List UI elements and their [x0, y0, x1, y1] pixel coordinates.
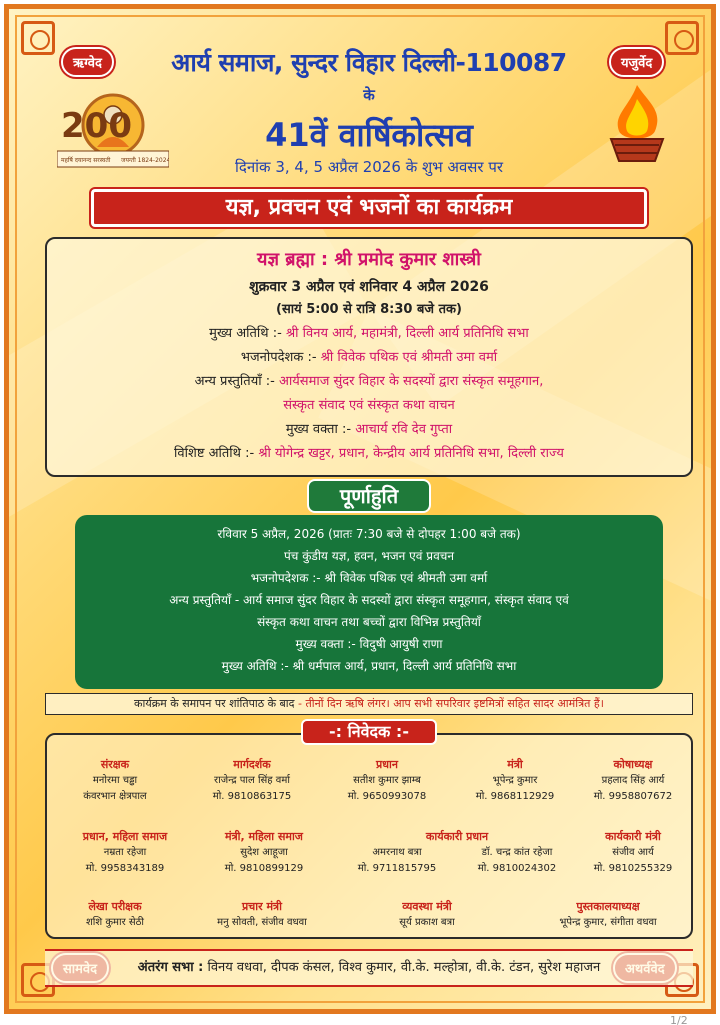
executive-council — [45, 949, 693, 987]
officer-women-secretary — [199, 829, 329, 877]
title-connector: के — [363, 86, 375, 104]
purnahuti-bhajan: भजनोपदेशक :- श्री विवेक पथिक एवं श्रीमती उमा वर्मा — [250, 571, 488, 585]
speaker-label: मुख्य वक्ता :- — [285, 422, 352, 437]
officer-secretary — [455, 757, 575, 805]
nivedak-heading: -: निवेदक :- — [301, 719, 437, 745]
bhajan-row — [47, 347, 691, 365]
closing-note-part1: कार्यक्रम के समापन पर शांतिपाठ के बाद — [134, 697, 295, 710]
logo-caption-left: महर्षि दयानन्द सरस्वती — [61, 157, 111, 164]
officer-name: डॉ. चन्द्र कांत रहेजा — [481, 847, 553, 858]
officer-working-president-2 — [457, 845, 577, 877]
speaker-name: आचार्य रवि देव गुप्ता — [355, 422, 453, 437]
chief-guest-row — [47, 323, 691, 341]
event-dates: दिनांक 3, 4, 5 अप्रैल 2026 के शुभ अवसर पर — [235, 158, 503, 176]
veda-badge-rigveda: ऋग्वेद — [61, 47, 114, 77]
officer-name: मनोरमा चड्ढा — [92, 775, 138, 786]
officer-phone: मो. 9958343189 — [85, 863, 165, 874]
officer-working-president-1 — [337, 845, 457, 877]
purnahuti-box — [75, 515, 663, 689]
officer-phone: मो. 9650993078 — [347, 791, 427, 802]
officer-working-president — [337, 829, 577, 845]
speaker-row — [47, 419, 691, 437]
purnahuti-other: अन्य प्रस्तुतियाँ - आर्य समाज सुंदर विहार के सदस्यों द्वारा संस्कृत समूहगान, संस्कृत संवाद एवं — [169, 593, 569, 607]
purnahuti-chief-guest: मुख्य अतिथि :- श्री धर्मपाल आर्य, प्रधान, दिल्ली आर्य प्रतिनिधि सभा — [221, 659, 517, 673]
officer-name: भूपेन्द्र कुमार, संगीता वधवा — [559, 917, 657, 928]
officer-auditor — [55, 899, 175, 931]
officer-phone: मो. 9711815795 — [357, 863, 437, 874]
officer-title: प्रधान — [376, 758, 398, 771]
executive-council-label: अंतरंग सभा : — [137, 960, 204, 975]
bhajan-label: भजनोपदेशक :- — [240, 350, 317, 365]
purnahuti-heading: पूर्णाहुति — [307, 479, 431, 513]
logo-caption-right: जयन्ती 1824-2024 — [121, 157, 169, 164]
officer-phone: मो. 9868112929 — [475, 791, 555, 802]
anniversary-title: 41वें वार्षिकोत्सव — [265, 116, 473, 154]
logo-number: 200 — [61, 106, 132, 146]
officer-phone: मो. 9958807672 — [593, 791, 673, 802]
officer-name: सुदेश आहूजा — [240, 847, 288, 858]
officers-box — [45, 733, 693, 939]
officer-name: प्रहलाद सिंह आर्य — [601, 775, 665, 786]
officer-title: व्यवस्था मंत्री — [402, 900, 452, 913]
session-time: (सायं 5:00 से रात्रि 8:30 बजे तक) — [276, 302, 462, 317]
closing-note — [45, 693, 693, 715]
officer-patron — [55, 757, 175, 805]
officer-guide — [187, 757, 317, 805]
officer-name: कंवरभान क्षेत्रपाल — [83, 791, 147, 802]
purnahuti-activities: पंच कुंडीय यज्ञ, हवन, भजन एवं प्रवचन — [283, 549, 455, 563]
officer-title: कोषाध्यक्ष — [613, 758, 653, 771]
officer-title: पुस्तकालयाध्यक्ष — [576, 900, 640, 913]
officer-title: प्रचार मंत्री — [242, 900, 282, 913]
corner-ornament-top-right — [665, 21, 699, 55]
officer-title: कार्यकारी मंत्री — [605, 830, 661, 843]
officer-women-president — [55, 829, 195, 877]
page-indicator: 1/2 — [670, 1014, 688, 1025]
officer-title: संरक्षक — [100, 758, 130, 771]
officer-president — [327, 757, 447, 805]
officer-phone: मो. 9810024302 — [477, 863, 557, 874]
page-title: आर्य समाज, सुन्दर विहार दिल्ली-110087 — [171, 48, 567, 77]
veda-badge-yajurveda: यजुर्वेद — [609, 47, 664, 77]
officer-phone: मो. 9810899129 — [224, 863, 304, 874]
officer-name: अमरनाथ बत्रा — [372, 847, 422, 858]
officer-title: कार्यकारी प्रधान — [425, 830, 489, 843]
executive-council-members: विनय वधवा, दीपक कंसल, विश्व कुमार, वी.के. मल्होत्रा, वी.के. टंडन, सुरेश महाजन — [207, 960, 601, 975]
special-guest-name: श्री योगेन्द्र खट्टर, प्रधान, केन्द्रीय आर्य प्रतिनिधि सभा, दिल्ली राज्य — [258, 446, 564, 461]
corner-ornament-top-left — [21, 21, 55, 55]
flyer — [4, 4, 716, 1014]
chief-guest-label: मुख्य अतिथि :- — [209, 326, 282, 341]
officer-phone: मो. 9810863175 — [212, 791, 292, 802]
officer-name: राजेन्द्र पाल सिंह वर्मा — [214, 775, 290, 786]
logo-graphic — [57, 89, 169, 169]
purnahuti-other-continued: संस्कृत कथा वाचन तथा बच्चों द्वारा विभिन्न प्रस्तुतियाँ — [257, 615, 481, 629]
bicentenary-logo — [57, 89, 169, 169]
other-presentations-continued: संस्कृत संवाद एवं संस्कृत कथा वाचन — [283, 398, 455, 413]
yajna-brahma: यज्ञ ब्रह्मा : श्री प्रमोद कुमार शास्त्री — [257, 249, 481, 270]
first-session-box — [45, 237, 693, 477]
officer-title: प्रधान, महिला समाज — [82, 830, 168, 843]
officer-name: भूपेन्द्र कुमार — [492, 775, 538, 786]
officer-name: नम्रता रहेजा — [103, 847, 147, 858]
closing-note-part2: - तीनों दिन ऋषि लंगर। आप सभी सपरिवार इष्टमित्रों सहित सादर आमंत्रित हैं। — [298, 697, 604, 710]
officer-name: सतीश कुमार झाम्ब — [353, 775, 421, 786]
officer-title: मार्गदर्शक — [233, 758, 271, 771]
purnahuti-speaker: मुख्य वक्ता :- विदुषी आयुषी राणा — [295, 637, 443, 651]
officer-title: मंत्री, महिला समाज — [225, 830, 303, 843]
officer-title: लेखा परीक्षक — [88, 900, 142, 913]
special-guest-label: विशिष्ट अतिथि :- — [174, 446, 255, 461]
officer-arrangements — [357, 899, 497, 931]
session-days: शुक्रवार 3 अप्रैल एवं शनिवार 4 अप्रैल 2026 — [249, 279, 489, 295]
officer-name: मनु सोवती, संजीव वधवा — [217, 917, 307, 928]
officer-phone: मो. 9810255329 — [593, 863, 673, 874]
bhajan-names: श्री विवेक पथिक एवं श्रीमती उमा वर्मा — [320, 350, 498, 365]
officer-name: संजीव आर्य — [612, 847, 654, 858]
chief-guest-name: श्री विनय आर्य, महामंत्री, दिल्ली आर्य प्रतिनिधि सभा — [285, 326, 529, 341]
other-label: अन्य प्रस्तुतियाँ :- — [194, 374, 275, 389]
other-presentations: आर्यसमाज सुंदर विहार के सदस्यों द्वारा संस्कृत समूहगान, — [278, 374, 544, 389]
other-row-continued — [47, 395, 691, 413]
officer-name: सूर्य प्रकाश बत्रा — [399, 917, 455, 928]
officer-publicity — [187, 899, 337, 931]
program-banner: यज्ञ, प्रवचन एवं भजनों का कार्यक्रम — [91, 189, 647, 227]
officer-treasurer — [575, 757, 691, 805]
officer-working-secretary — [575, 829, 691, 877]
officer-librarian — [525, 899, 691, 931]
purnahuti-date: रविवार 5 अप्रैल, 2026 (प्रातः 7:30 बजे से दोपहर 1:00 बजे तक) — [217, 527, 521, 541]
havan-kund-icon — [597, 81, 677, 163]
special-guest-row — [47, 443, 691, 461]
other-row — [47, 371, 691, 389]
officer-title: मंत्री — [507, 758, 523, 771]
officer-name: शशि कुमार सेठी — [85, 917, 145, 928]
